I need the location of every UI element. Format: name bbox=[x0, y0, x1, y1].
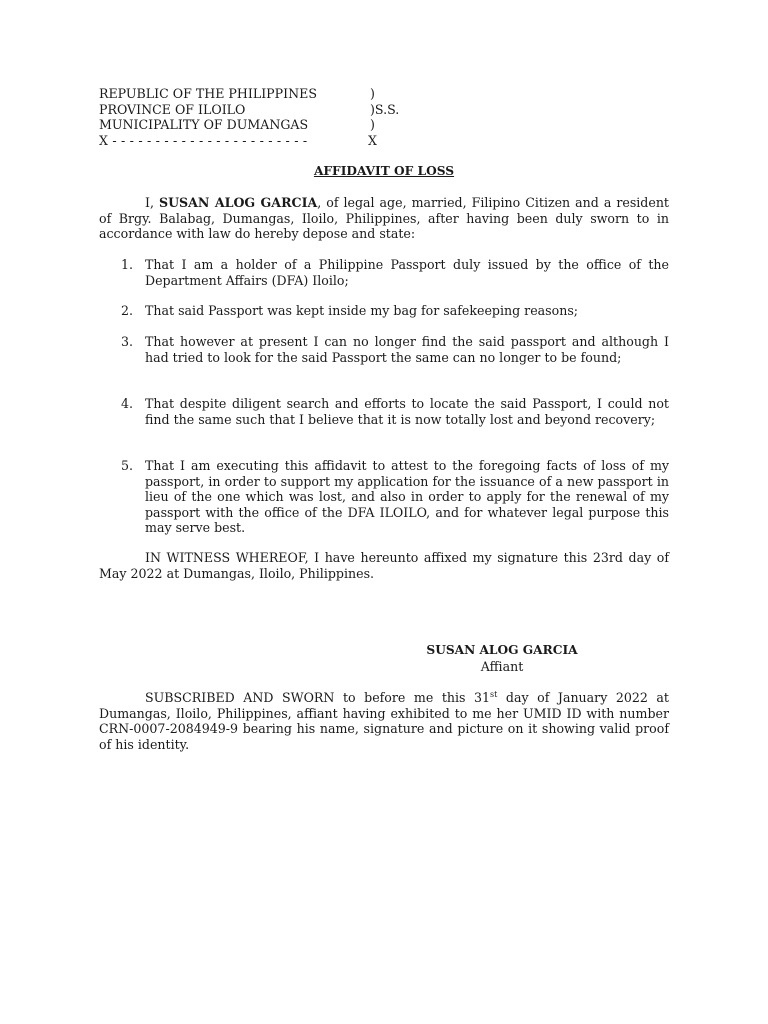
intro-paragraph bbox=[99, 195, 669, 242]
witness-paragraph: IN WITNESS WHEREOF, I have hereunto affixed my signature this 23rd day of May 2022 at Dumangas, Iloilo, Philippines. bbox=[99, 550, 669, 581]
jurat-text-end: day of January 2022 at Dumangas, Iloilo, Philippines, affiant having exhibited to me her UMID ID with number CRN-0007-2084949-9 bearing his name, signature and picture on it showing valid proof of his identity. bbox=[99, 690, 669, 752]
item-text: That however at present I can no longer find the said passport and although I had tried to look for the said Passport the same can no longer to be found; bbox=[145, 334, 669, 365]
item-number: 2. bbox=[121, 303, 134, 318]
intro-prefix: I, bbox=[145, 195, 159, 210]
venue-line bbox=[99, 117, 419, 133]
item-number: 4. bbox=[121, 396, 134, 411]
item-number: 5. bbox=[121, 458, 134, 473]
affiant-name-inline: SUSAN ALOG GARCIA bbox=[158, 195, 318, 210]
document-title: AFFIDAVIT OF LOSS bbox=[313, 164, 455, 178]
venue-province: PROVINCE OF ILOILO bbox=[99, 101, 246, 117]
item-text: That despite diligent search and efforts to locate the said Passport, I could not find the same such that I believe that it is now totally lost and beyond recovery; bbox=[145, 396, 669, 427]
item-text: That I am a holder of a Philippine Passport duly issued by the office of the Department Affairs (DFA) Iloilo; bbox=[145, 257, 669, 288]
venue-rule-dashes: X - - - - - - - - - - - - - - - - - - - - - - - bbox=[99, 132, 308, 148]
venue-rule-end: X bbox=[368, 132, 377, 148]
jurat-paragraph bbox=[99, 690, 669, 752]
intro-rest: , of legal age, married, Filipino Citizen and a resident of Brgy. Balabag, Dumangas, Iloilo, Philippines, after having been duly sworn to in accordance with law do hereby depose and state: bbox=[99, 195, 669, 242]
venue-mark: ) bbox=[370, 86, 375, 101]
venue-mark: ) bbox=[370, 117, 375, 133]
venue-republic: REPUBLIC OF THE PHILIPPINES bbox=[99, 86, 317, 101]
item-number: 1. bbox=[121, 257, 134, 272]
signature-role: Affiant bbox=[480, 659, 524, 674]
ordinal-suffix: st bbox=[490, 689, 498, 699]
venue-block bbox=[99, 86, 419, 148]
item-text: That said Passport was kept inside my bag for safekeeping reasons; bbox=[145, 303, 579, 318]
item-number: 3. bbox=[121, 334, 134, 349]
item-text: That I am executing this affidavit to attest to the foregoing facts of loss of my passport, in order to support my application for the issuance of a new passport in lieu of the one which was lost, and also in order to apply for the renewal of my passport with the office of the DFA ILOILO, and for whatever legal purpose this may serve best. bbox=[145, 458, 669, 536]
jurat-text-start: SUBSCRIBED AND SWORN to before me this 31 bbox=[145, 690, 491, 705]
venue-line bbox=[99, 86, 419, 102]
venue-municipality: MUNICIPALITY OF DUMANGAS bbox=[99, 117, 309, 133]
venue-rule bbox=[99, 133, 419, 149]
signature-name: SUSAN ALOG GARCIA bbox=[426, 643, 578, 657]
venue-line bbox=[99, 102, 419, 118]
venue-ss-mark: )S.S. bbox=[370, 101, 400, 117]
